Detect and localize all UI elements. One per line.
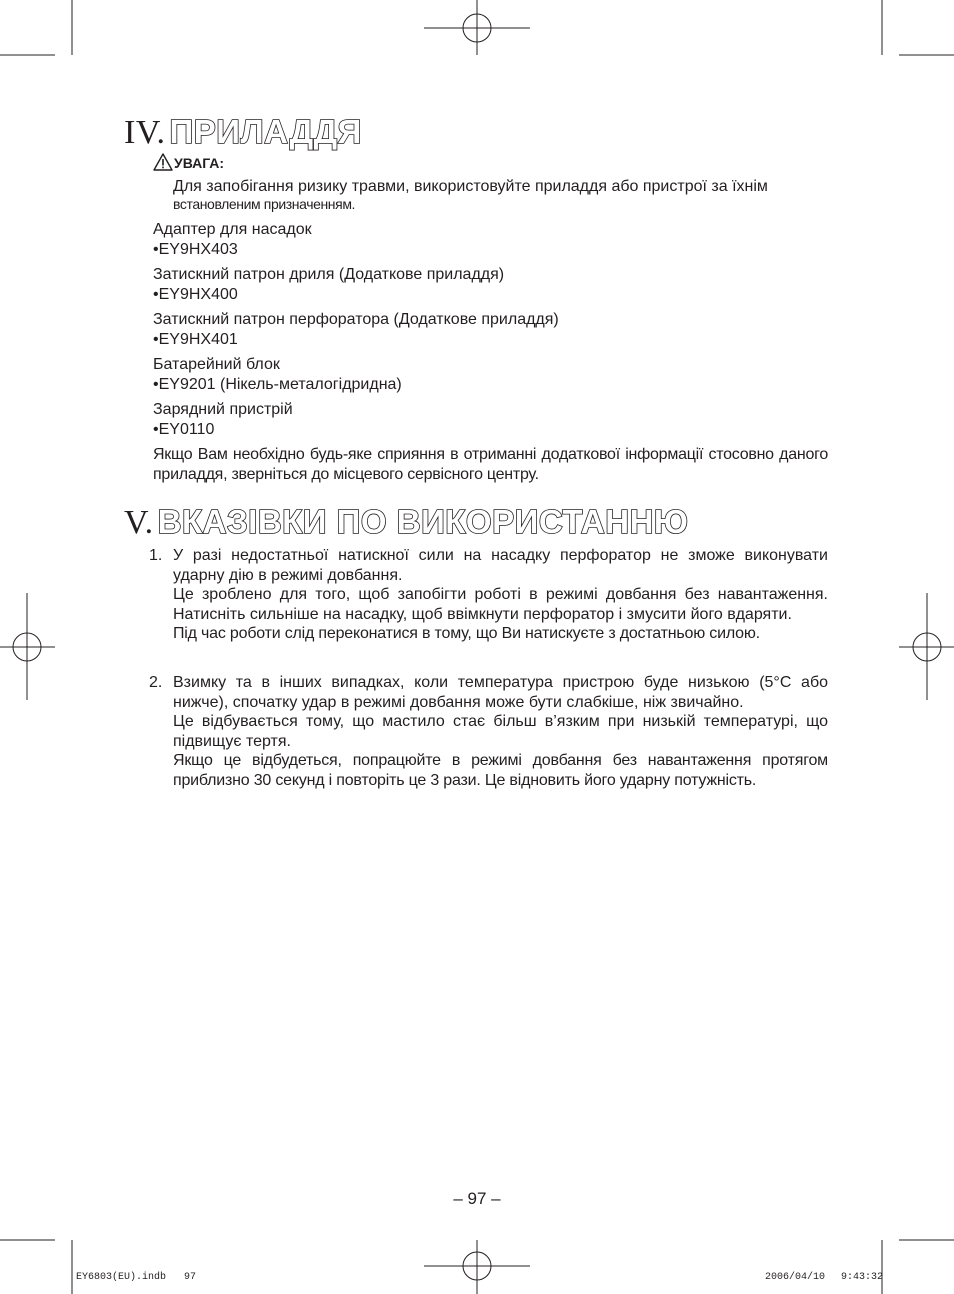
accessory-item — [153, 220, 833, 259]
list-number: 1. — [149, 547, 163, 564]
warning-triangle-icon — [153, 153, 173, 171]
list-paragraph: Якщо це відбудеться, попрацюйте в режимі довбання без навантаження протягом приблизно 30 секунд і повторіть це 3 рази. Це відновить його ударну потужність. — [173, 752, 828, 789]
service-note: Якщо Вам необхідно будь-яке сприяння в отриманні додаткової інформації стосовно даного приладдя, зверніться до місцевого сервісного центру. — [153, 446, 828, 483]
accessory-item — [153, 400, 833, 439]
accessory-code: •EY9HX401 — [153, 330, 238, 348]
section-roman-numeral: V. — [124, 504, 154, 541]
list-paragraph: Взимку та в інших випадках, коли температура пристрою буде низькою (5°C або нижче), спочатку удар в режимі довбання може бути слабкіше, ніж звичайно. — [173, 674, 828, 711]
section-title-text: ВКАЗІВКИ ПО ВИКОРИСТАННЮ — [157, 503, 689, 540]
footer-page: 97 — [184, 1272, 197, 1283]
footer-date: 2006/04/10 — [764, 1272, 825, 1283]
accessory-name: Зарядний пристрій — [153, 401, 293, 418]
list-paragraph: Це зроблено для того, щоб запобігти роботі в режимі довбання без навантаження. Натисніть сильніше на насадку, щоб ввімкнути перфоратор і змусити його вдаряти. — [173, 586, 828, 623]
list-number: 2. — [149, 674, 163, 691]
accessory-name: Затискний патрон дриля (Додаткове приладдя) — [153, 266, 505, 283]
footer-filename: EY6803(EU).indb — [76, 1272, 167, 1283]
list-item — [149, 546, 828, 644]
page-number: – 97 – — [453, 1189, 501, 1208]
accessory-name: Адаптер для насадок — [153, 221, 312, 238]
section-roman-numeral: IV. — [124, 114, 166, 151]
accessory-item — [153, 265, 833, 304]
accessory-code: •EY0110 — [153, 420, 215, 438]
caution-heading — [153, 153, 224, 171]
list-paragraph: Це відбувається тому, що мастило стає більш в’язким при низькій температурі, що підвищує тертя. — [173, 713, 828, 750]
accessory-item — [153, 310, 833, 349]
accessory-name: Батарейний блок — [153, 356, 280, 373]
accessory-item — [153, 355, 833, 394]
section-title-usage — [124, 505, 688, 540]
accessory-name: Затискний патрон перфоратора (Додаткове приладдя) — [153, 311, 559, 328]
list-item — [149, 673, 828, 790]
footer-timestamp — [765, 1272, 883, 1283]
accessory-code: •EY9HX400 — [153, 285, 238, 303]
accessory-code: •EY9201 (Нікель-металогідридна) — [153, 375, 402, 393]
caution-label: УВАГА: — [174, 155, 225, 171]
accessory-list — [153, 220, 833, 439]
caution-text-line1: Для запобігання ризику травми, використовуйте приладдя або пристрої за їхнім — [173, 178, 768, 195]
footer-time: 9:43:32 — [840, 1272, 883, 1283]
section-title-text: ПРИЛАДДЯ — [169, 113, 362, 150]
section-title-accessories — [124, 115, 362, 150]
list-paragraph: У разі недостатньої натискної сили на насадку перфоратор не зможе виконувати ударну дію в режимі довбання. — [173, 547, 828, 584]
accessory-code: •EY9HX403 — [153, 240, 238, 258]
list-paragraph: Під час роботи слід переконатися в тому, що Ви натискуєте з достатньою силою. — [173, 625, 760, 642]
caution-text-line2: встановленим призначенням. — [173, 196, 356, 212]
footer-file-info — [76, 1272, 196, 1283]
